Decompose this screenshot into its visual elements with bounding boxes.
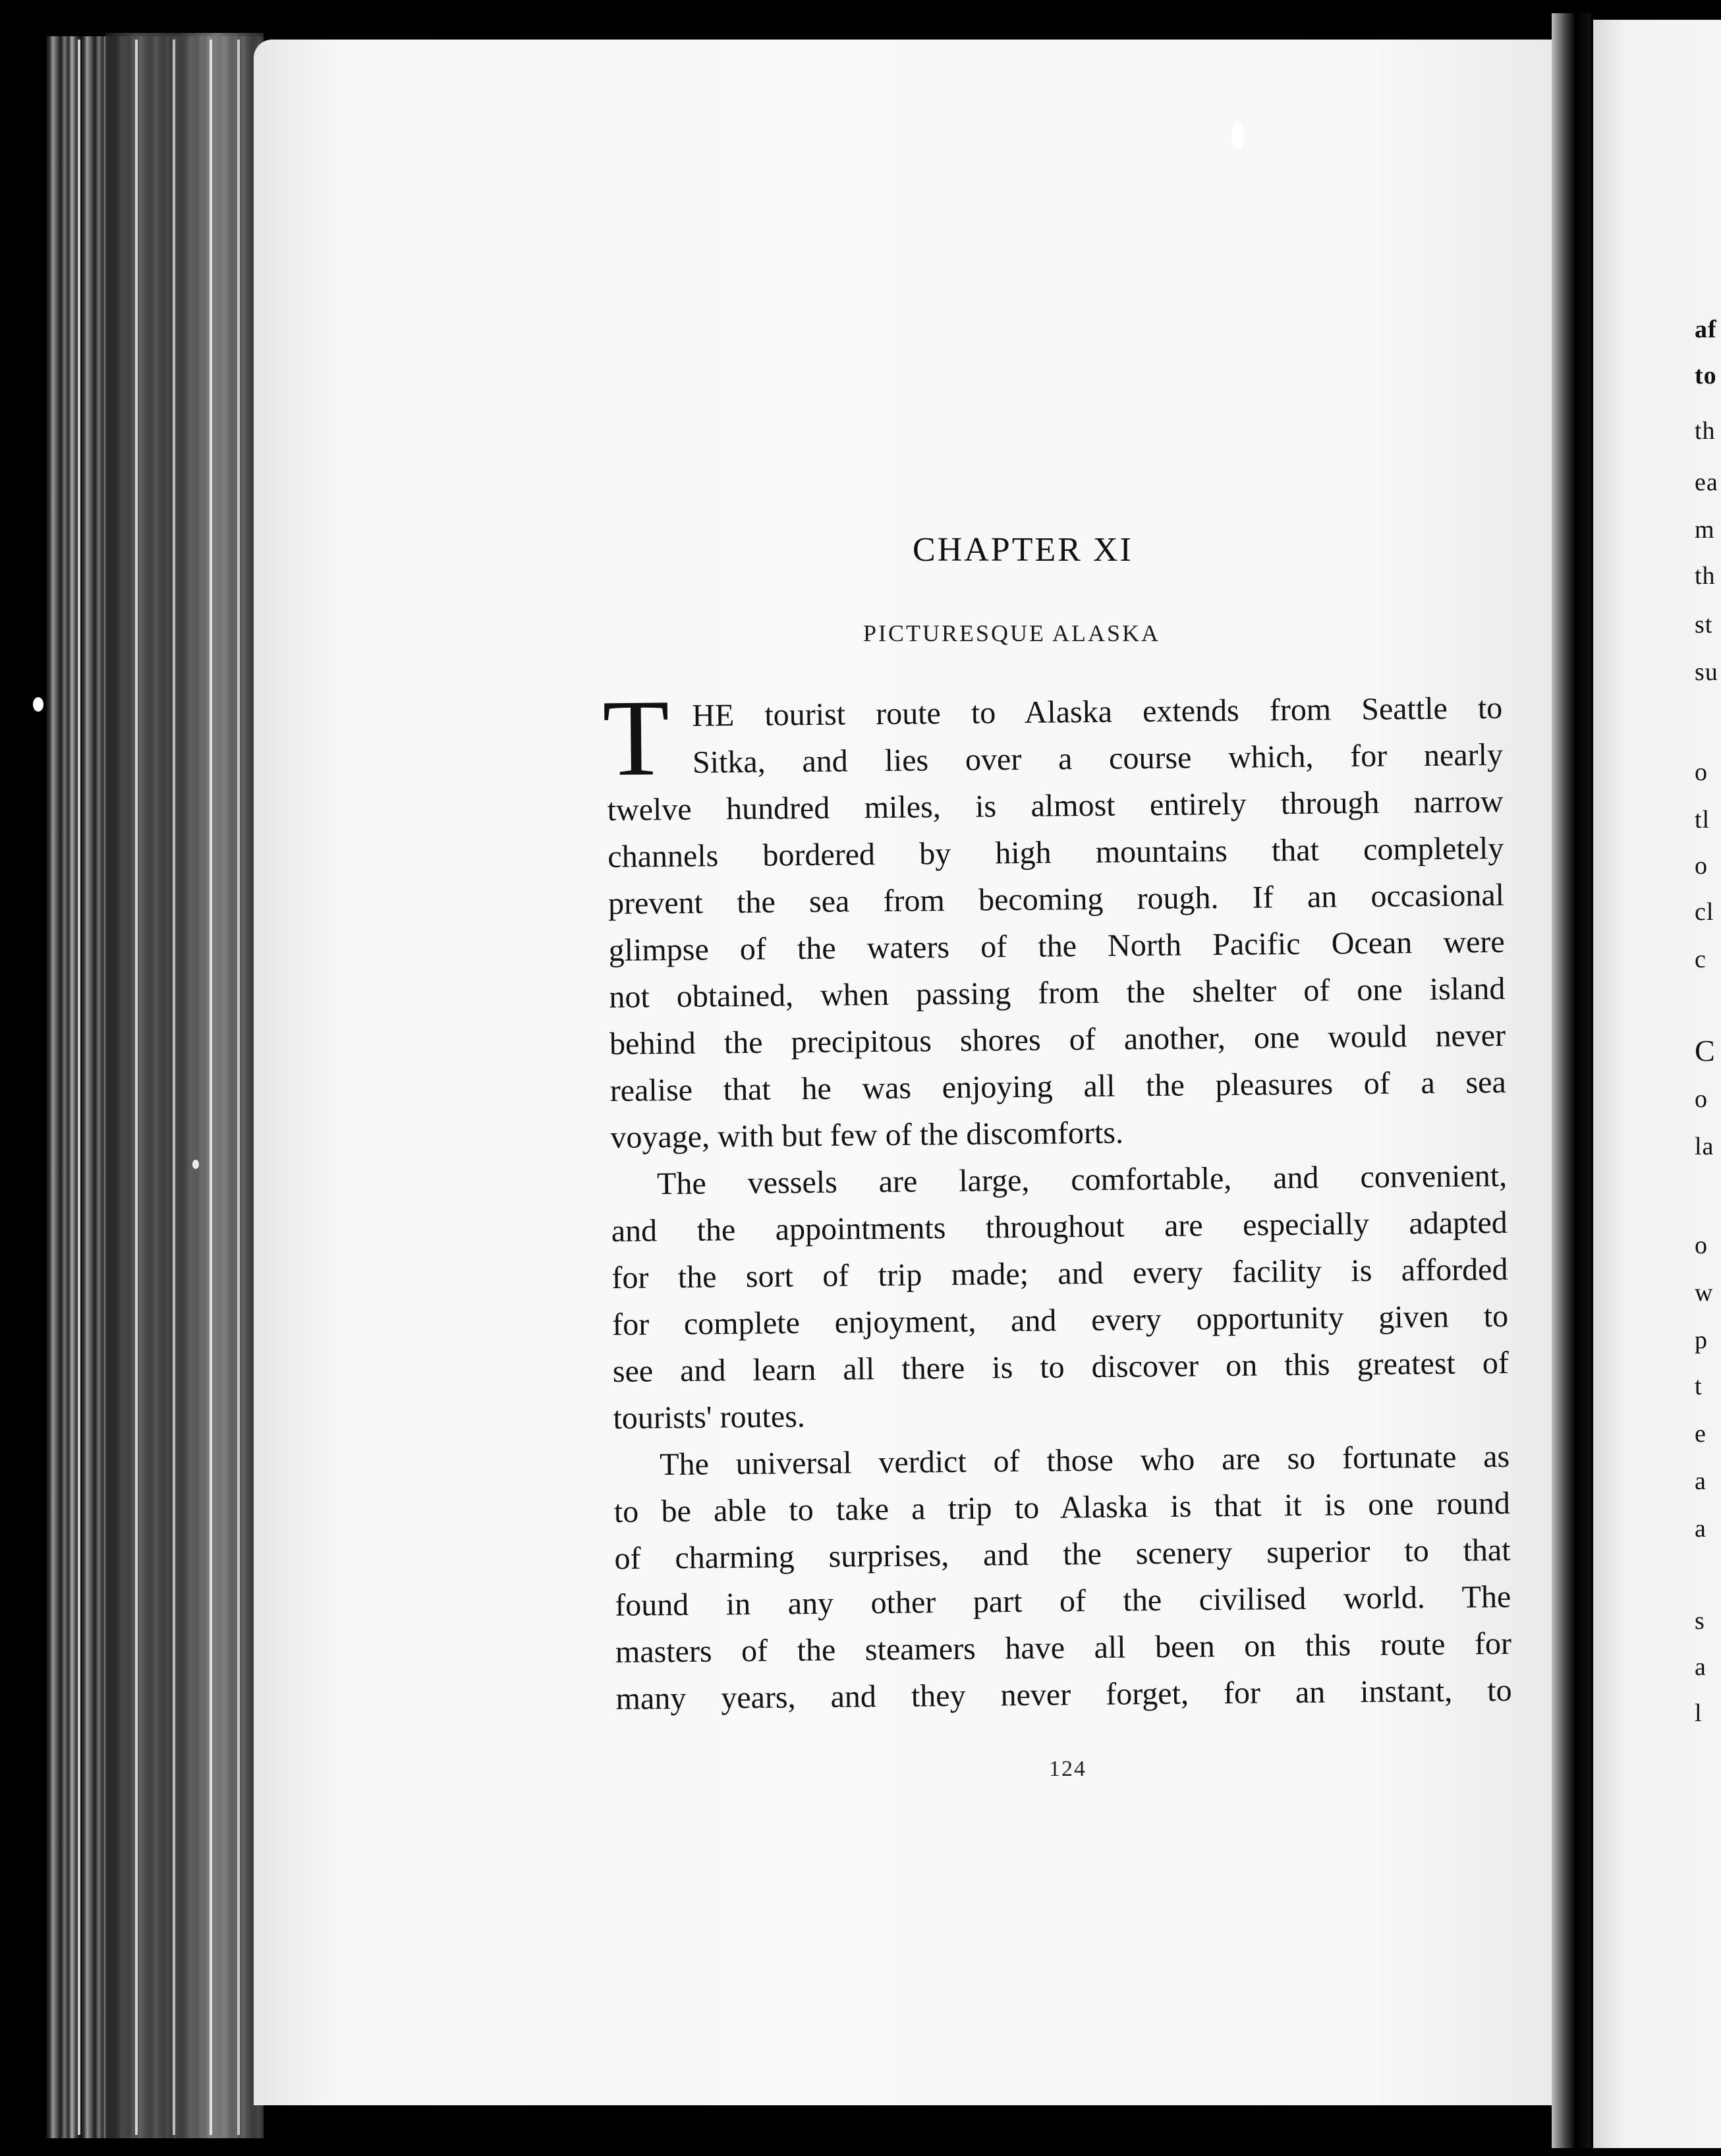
text-line: found in any other part of the civilised world. The: [615, 1579, 1511, 1623]
page-number: 124: [1049, 1757, 1086, 1781]
text-line: realise that he was enjoying all the pleasures of a sea: [609, 1064, 1506, 1108]
facing-page-fragment: ea: [1695, 468, 1718, 496]
facing-page-fragment: a: [1695, 1653, 1707, 1681]
paragraph: [613, 1433, 1512, 1722]
facing-page-fragment: su: [1695, 658, 1718, 686]
text-line: Sitka, and lies over a course which, for nearly: [692, 737, 1504, 780]
page-edge-line: [210, 40, 212, 2135]
facing-page-fragment: c: [1695, 946, 1707, 973]
facing-page-fragment: l: [1695, 1699, 1703, 1727]
facing-page-fragment: t: [1695, 1373, 1703, 1400]
facing-page-fragment: a: [1695, 1467, 1707, 1495]
text-line: The universal verdict of those who are so fortunate as: [659, 1438, 1510, 1483]
text-line: not obtained, when passing from the shelter of one island: [609, 971, 1506, 1015]
page-edge-line: [78, 40, 80, 2135]
paragraph: [611, 1152, 1509, 1442]
paragraph: [602, 677, 1507, 1161]
text-line: prevent the sea from becoming rough. If an occasional: [607, 877, 1505, 921]
page-edge-line: [135, 40, 138, 2135]
facing-page-fragment: e: [1695, 1420, 1707, 1448]
text-line: for complete enjoyment, and every opportunity given to: [611, 1298, 1509, 1342]
page-edges-shading: [105, 33, 264, 2138]
text-line: twelve hundred miles, is almost entirely through narrow: [607, 783, 1504, 828]
chapter-subtitle: PICTURESQUE ALASKA: [863, 620, 1161, 646]
text-line: channels bordered by high mountains that completely: [607, 830, 1504, 874]
text-line: tourists' routes.: [613, 1399, 806, 1436]
facing-page-fragment: o: [1695, 758, 1708, 786]
facing-page-fragment: a: [1695, 1515, 1707, 1543]
text-line: and the appointments throughout are especially adapted: [611, 1205, 1508, 1249]
text-line: behind the precipitous shores of another, one would never: [609, 1017, 1506, 1062]
facing-page-fragment: w: [1695, 1279, 1714, 1307]
facing-page-fragment: s: [1695, 1607, 1705, 1635]
facing-page-fragment: o: [1695, 1085, 1708, 1113]
text-line: voyage, with but few of the discomforts.: [610, 1115, 1124, 1155]
book-gutter: [1552, 13, 1591, 2148]
text-line: many years, and they never forget, for an instant, to: [615, 1672, 1512, 1716]
facing-page-fragment: o: [1695, 1232, 1708, 1259]
scan-speck: [192, 1160, 199, 1169]
facing-page-fragment: C: [1695, 1034, 1716, 1067]
facing-page-fragment: st: [1695, 611, 1713, 638]
text-line: HE tourist route to Alaska extends from Seattle to: [692, 690, 1503, 733]
facing-page-fragment: o: [1695, 852, 1708, 880]
text-line: see and learn all there is to discover on this greatest of: [612, 1345, 1509, 1389]
facing-page-fragment: p: [1695, 1326, 1708, 1354]
page-edge-line: [237, 40, 240, 2135]
text-line: glimpse of the waters of the North Pacific Ocean were: [608, 924, 1505, 968]
page-edge-line: [173, 40, 175, 2135]
facing-page-fragment: m: [1695, 516, 1715, 544]
scan-speck: [1232, 122, 1244, 148]
text-line: for the sort of trip made; and every facility is afforded: [611, 1251, 1508, 1295]
facing-page-fragment: tl: [1695, 806, 1710, 834]
drop-cap: T: [602, 677, 670, 799]
body-text: [602, 677, 1512, 1722]
text-line: to be able to take a trip to Alaska is that it is one round: [613, 1485, 1511, 1529]
facing-page-fragment: cl: [1695, 898, 1714, 926]
text-line: of charming surprises, and the scenery superior to that: [614, 1532, 1511, 1576]
chapter-title: CHAPTER XI: [913, 531, 1133, 569]
facing-page-fragment: af: [1695, 316, 1717, 343]
text-line: The vessels are large, comfortable, and convenient,: [656, 1158, 1508, 1202]
facing-page-fragment: to: [1695, 362, 1717, 389]
facing-page-fragment: la: [1695, 1133, 1714, 1160]
facing-page-fragment: th: [1695, 562, 1716, 590]
facing-page-fragment: th: [1695, 417, 1716, 445]
text-line: masters of the steamers have all been on this route for: [615, 1626, 1512, 1670]
scan-speck: [33, 697, 43, 712]
